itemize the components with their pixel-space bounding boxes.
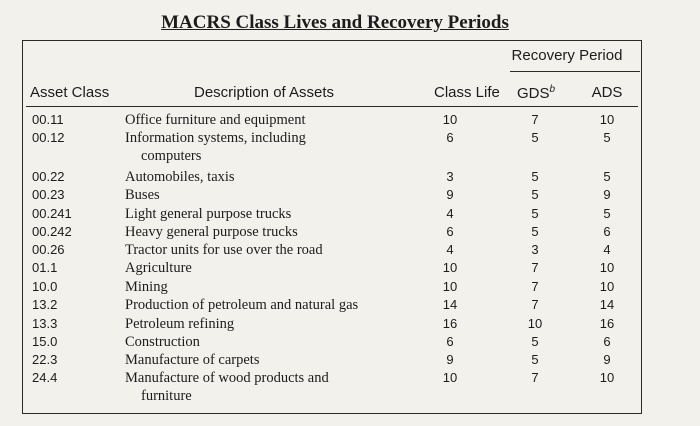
description-text: Manufacture of carpets (125, 352, 260, 368)
asset-class-cell: 00.22 (32, 169, 65, 184)
asset-class-cell: 10.0 (32, 279, 58, 294)
page-title: MACRS Class Lives and Recovery Periods (161, 12, 509, 33)
asset-class-cell: 22.3 (32, 352, 58, 367)
description-cell (125, 315, 415, 333)
description-cell (125, 351, 415, 369)
description-cell (125, 296, 415, 314)
description-text: Mining (125, 279, 168, 295)
ads-cell: 10 (599, 112, 615, 127)
description-header: Description of Assets (194, 84, 335, 101)
class-life-cell: 10 (442, 370, 458, 385)
ads-cell: 5 (603, 130, 611, 145)
gds-footnote-marker: b (549, 84, 556, 95)
description-cell (125, 333, 415, 351)
gds-cell: 7 (531, 112, 539, 127)
gds-cell: 5 (531, 169, 539, 184)
class-life-cell: 9 (446, 187, 454, 202)
gds-cell: 5 (531, 187, 539, 202)
gds-cell: 5 (531, 352, 539, 367)
description-cell (125, 168, 415, 186)
description-text: Petroleum refining (125, 316, 235, 332)
ads-cell: 10 (599, 279, 615, 294)
class-life-cell: 10 (442, 279, 458, 294)
ads-cell: 9 (603, 352, 611, 367)
asset-class-cell: 15.0 (32, 334, 58, 349)
ads-cell: 5 (603, 169, 611, 184)
description-continuation: furniture (141, 388, 192, 404)
description-text: Automobiles, taxis (125, 169, 235, 185)
header-divider (26, 106, 638, 107)
asset-class-cell: 01.1 (32, 260, 58, 275)
gds-cell: 5 (531, 130, 539, 145)
class-life-cell: 4 (446, 242, 454, 257)
description-text: Light general purpose trucks (125, 206, 292, 222)
asset-class-header: Asset Class (30, 84, 110, 101)
description-continuation: computers (141, 148, 202, 164)
description-text: Agriculture (125, 260, 192, 276)
class-life-cell: 4 (446, 206, 454, 221)
description-cell (125, 205, 415, 223)
description-text: Manufacture of wood products and (125, 370, 329, 386)
gds-cell: 7 (531, 279, 539, 294)
description-cell (125, 223, 415, 241)
asset-class-cell: 00.11 (32, 112, 64, 127)
description-text: Production of petroleum and natural gas (125, 297, 359, 313)
recovery-period-divider (510, 71, 640, 72)
ads-cell: 9 (603, 187, 611, 202)
gds-cell: 5 (531, 334, 539, 349)
description-cell (125, 241, 415, 259)
class-life-cell: 16 (442, 316, 458, 331)
description-text: Information systems, including (125, 130, 306, 146)
asset-class-cell: 13.3 (32, 316, 58, 331)
class-life-cell: 9 (446, 352, 454, 367)
gds-cell: 7 (531, 260, 539, 275)
description-cell (125, 186, 415, 204)
asset-class-cell: 00.242 (32, 224, 72, 239)
description-cell (125, 278, 415, 296)
ads-cell: 6 (603, 224, 611, 239)
ads-cell: 10 (599, 260, 615, 275)
class-life-header: Class Life (434, 84, 500, 101)
class-life-cell: 6 (446, 334, 454, 349)
asset-class-cell: 00.23 (32, 187, 65, 202)
ads-header: ADS (591, 84, 623, 101)
ads-cell: 4 (603, 242, 611, 257)
class-life-cell: 3 (446, 169, 454, 184)
class-life-cell: 6 (446, 224, 454, 239)
description-text: Construction (125, 334, 200, 350)
description-text: Tractor units for use over the road (125, 242, 323, 258)
class-life-cell: 10 (442, 260, 458, 275)
asset-class-cell: 00.241 (32, 206, 72, 221)
description-cell (125, 111, 415, 129)
description-text: Office furniture and equipment (125, 112, 306, 128)
ads-cell: 10 (599, 370, 615, 385)
asset-class-cell: 24.4 (32, 370, 58, 385)
gds-cell: 5 (531, 224, 539, 239)
gds-cell: 7 (531, 370, 539, 385)
class-life-cell: 10 (442, 112, 458, 127)
gds-header-label: GDS (517, 85, 550, 102)
description-text: Heavy general purpose trucks (125, 224, 298, 240)
asset-class-cell: 00.26 (32, 242, 65, 257)
ads-cell: 16 (599, 316, 615, 331)
description-text: Buses (125, 187, 160, 203)
description-cell (125, 259, 415, 277)
description-cell (125, 369, 415, 405)
class-life-cell: 14 (442, 297, 458, 312)
gds-cell: 5 (531, 206, 539, 221)
class-life-cell: 6 (446, 130, 454, 145)
gds-cell: 10 (527, 316, 543, 331)
ads-cell: 6 (603, 334, 611, 349)
ads-cell: 14 (599, 297, 615, 312)
gds-cell: 3 (531, 242, 539, 257)
description-cell (125, 129, 415, 165)
ads-cell: 5 (603, 206, 611, 221)
gds-header (517, 84, 555, 102)
recovery-period-header: Recovery Period (511, 47, 623, 64)
asset-class-cell: 00.12 (32, 130, 65, 145)
asset-class-cell: 13.2 (32, 297, 58, 312)
gds-cell: 7 (531, 297, 539, 312)
